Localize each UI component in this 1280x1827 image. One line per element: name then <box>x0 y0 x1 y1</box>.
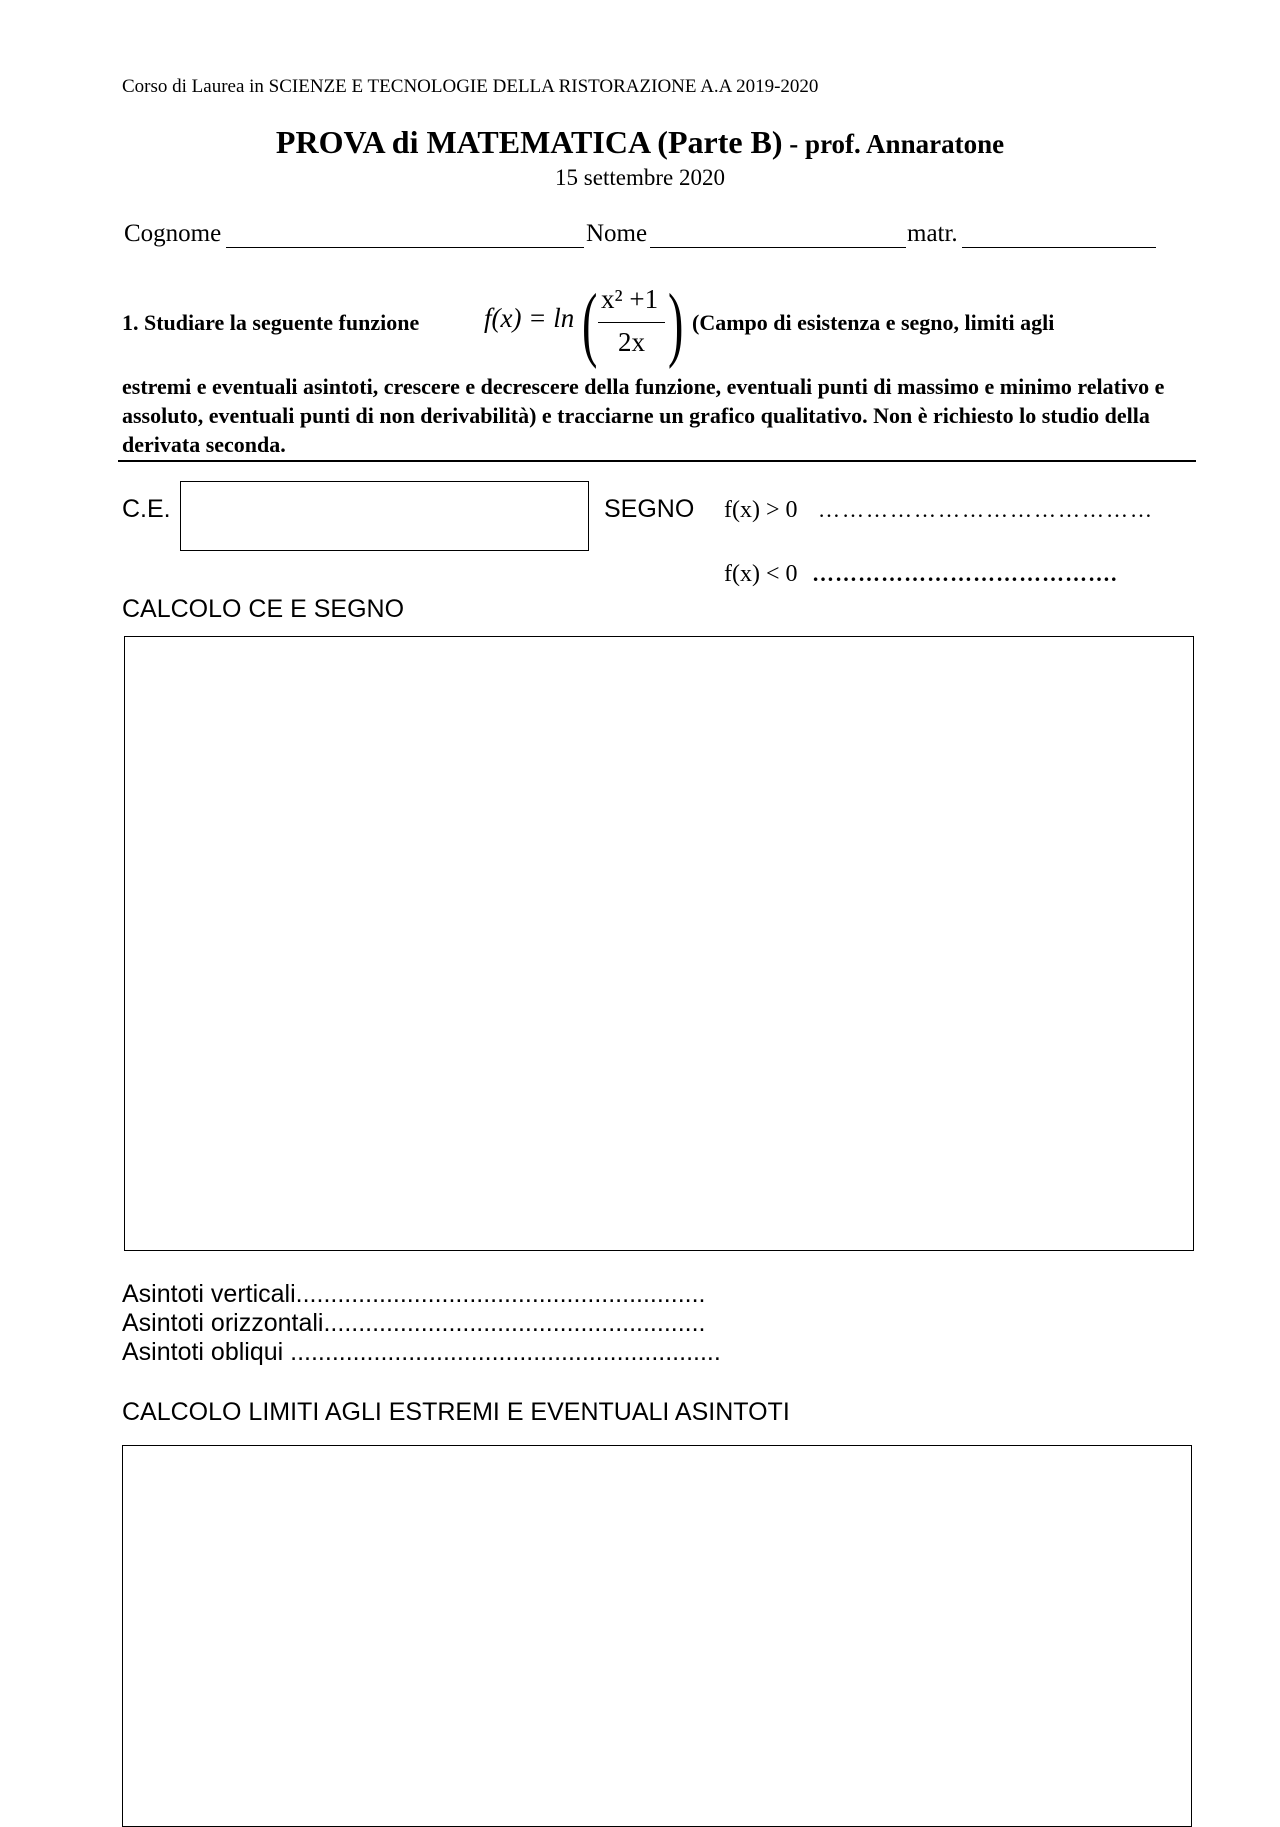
oblique-asymptotes-line[interactable]: Asintoti obliqui .............................................................. <box>122 1338 721 1366</box>
negative-answer-line[interactable]: …………………………………. <box>812 561 1118 586</box>
calc-ce-sign-heading: CALCOLO CE E SEGNO <box>122 595 405 623</box>
vertical-asymptotes-line[interactable]: Asintoti verticali........................................................... <box>122 1280 706 1308</box>
course-line: Corso di Laurea in SCIENZE E TECNOLOGIE DELLA RISTORAZIONE A.A 2019-2020 <box>122 76 819 97</box>
calc-limits-heading: CALCOLO LIMITI AGLI ESTREMI E EVENTUALI ASINTOTI <box>122 1398 790 1426</box>
ce-answer-box[interactable] <box>180 481 589 551</box>
title-separator: - <box>782 129 806 159</box>
exam-date: 15 settembre 2020 <box>555 165 725 190</box>
question-intro: 1. Studiare la seguente funzione <box>122 310 420 335</box>
fraction-bar <box>598 322 665 323</box>
name-label: Nome <box>586 220 648 247</box>
title-block <box>0 124 1280 161</box>
positive-answer-line[interactable]: …………………………………… <box>818 497 1154 522</box>
section-divider <box>118 460 1196 462</box>
ce-label: C.E. <box>122 495 171 523</box>
open-parenthesis: ( <box>582 277 598 370</box>
exam-title: PROVA di MATEMATICA (Parte B) <box>275 124 783 160</box>
matr-field[interactable] <box>962 247 1156 248</box>
sign-label: SEGNO <box>604 495 695 523</box>
horizontal-asymptotes-line[interactable]: Asintoti orizzontali....................................................... <box>122 1309 706 1337</box>
function-lhs: f(x) = ln <box>484 303 575 333</box>
close-parenthesis: ) <box>668 277 684 370</box>
fraction-denominator: 2x <box>618 327 645 357</box>
matr-label: matr. <box>907 220 958 247</box>
positive-condition: f(x) > 0 <box>724 497 798 523</box>
instruction-body: estremi e eventuali asintoti, crescere e decrescere della funzione, eventuali punti di massimo e minimo relativo e assoluto, eventuali punti di non derivabilità) e tracciarne un grafico qualitativo. Non è richiesto lo studio della derivata seconda. <box>122 374 1165 457</box>
negative-condition: f(x) < 0 <box>724 561 798 587</box>
name-field[interactable] <box>650 247 906 248</box>
surname-field[interactable] <box>226 247 584 248</box>
professor-name: prof. Annaratone <box>805 129 1005 159</box>
fraction-numerator: x² +1 <box>601 284 659 314</box>
instruction-tail: (Campo di esistenza e segno, limiti agli <box>692 310 1055 335</box>
calc-ce-sign-box[interactable] <box>124 636 1194 1251</box>
calc-limits-box[interactable] <box>122 1445 1192 1827</box>
surname-label: Cognome <box>124 220 222 247</box>
